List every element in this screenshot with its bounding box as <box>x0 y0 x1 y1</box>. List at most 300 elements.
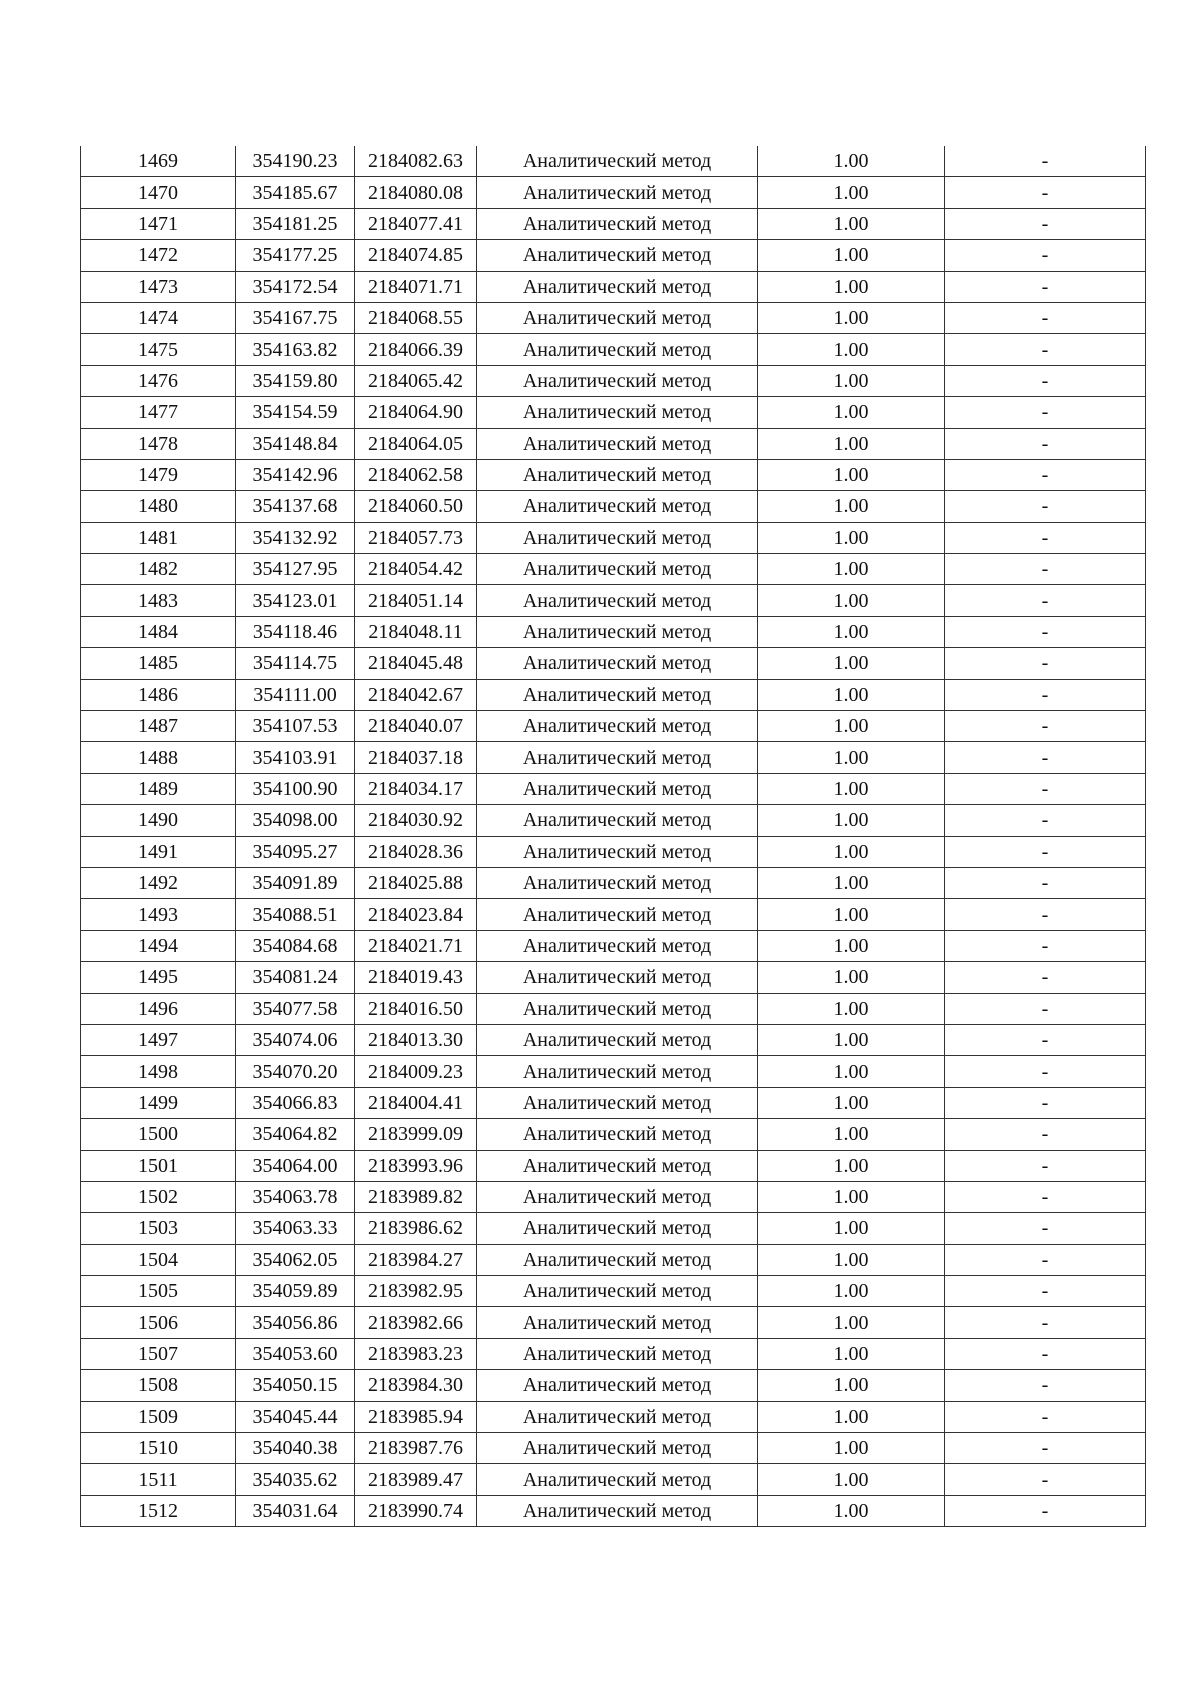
x-coordinate-cell: 354132.92 <box>236 522 355 553</box>
y-coordinate-cell: 2184019.43 <box>355 962 477 993</box>
description-cell: - <box>945 1087 1146 1118</box>
y-coordinate-cell: 2184064.90 <box>355 397 477 428</box>
method-cell: Аналитический метод <box>477 1495 758 1526</box>
description-cell: - <box>945 146 1146 177</box>
method-cell: Аналитический метод <box>477 616 758 647</box>
description-cell: - <box>945 585 1146 616</box>
x-coordinate-cell: 354142.96 <box>236 459 355 490</box>
table-row <box>81 1244 1146 1275</box>
y-coordinate-cell: 2183989.47 <box>355 1464 477 1495</box>
table-row <box>81 773 1146 804</box>
description-cell: - <box>945 1401 1146 1432</box>
x-coordinate-cell: 354081.24 <box>236 962 355 993</box>
x-coordinate-cell: 354100.90 <box>236 773 355 804</box>
coordinates-table-body <box>81 146 1146 1527</box>
table-row <box>81 1276 1146 1307</box>
point-number-cell: 1500 <box>81 1119 236 1150</box>
y-coordinate-cell: 2184074.85 <box>355 240 477 271</box>
point-number-cell: 1495 <box>81 962 236 993</box>
description-cell: - <box>945 1056 1146 1087</box>
description-cell: - <box>945 1150 1146 1181</box>
accuracy-cell: 1.00 <box>758 522 945 553</box>
y-coordinate-cell: 2184009.23 <box>355 1056 477 1087</box>
table-row <box>81 867 1146 898</box>
table-row <box>81 522 1146 553</box>
table-row <box>81 1370 1146 1401</box>
x-coordinate-cell: 354107.53 <box>236 711 355 742</box>
method-cell: Аналитический метод <box>477 1370 758 1401</box>
accuracy-cell: 1.00 <box>758 240 945 271</box>
y-coordinate-cell: 2183989.82 <box>355 1181 477 1212</box>
y-coordinate-cell: 2183999.09 <box>355 1119 477 1150</box>
method-cell: Аналитический метод <box>477 1119 758 1150</box>
table-row <box>81 1181 1146 1212</box>
description-cell: - <box>945 679 1146 710</box>
table-row <box>81 1087 1146 1118</box>
x-coordinate-cell: 354064.82 <box>236 1119 355 1150</box>
method-cell: Аналитический метод <box>477 334 758 365</box>
accuracy-cell: 1.00 <box>758 585 945 616</box>
accuracy-cell: 1.00 <box>758 177 945 208</box>
x-coordinate-cell: 354123.01 <box>236 585 355 616</box>
table-row <box>81 993 1146 1024</box>
x-coordinate-cell: 354077.58 <box>236 993 355 1024</box>
description-cell: - <box>945 365 1146 396</box>
point-number-cell: 1479 <box>81 459 236 490</box>
method-cell: Аналитический метод <box>477 1464 758 1495</box>
method-cell: Аналитический метод <box>477 208 758 239</box>
description-cell: - <box>945 271 1146 302</box>
x-coordinate-cell: 354127.95 <box>236 554 355 585</box>
y-coordinate-cell: 2184025.88 <box>355 867 477 898</box>
table-row <box>81 491 1146 522</box>
x-coordinate-cell: 354050.15 <box>236 1370 355 1401</box>
method-cell: Аналитический метод <box>477 993 758 1024</box>
point-number-cell: 1469 <box>81 146 236 177</box>
method-cell: Аналитический метод <box>477 1433 758 1464</box>
x-coordinate-cell: 354088.51 <box>236 899 355 930</box>
y-coordinate-cell: 2184060.50 <box>355 491 477 522</box>
point-number-cell: 1476 <box>81 365 236 396</box>
table-row <box>81 459 1146 490</box>
accuracy-cell: 1.00 <box>758 867 945 898</box>
point-number-cell: 1508 <box>81 1370 236 1401</box>
description-cell: - <box>945 648 1146 679</box>
y-coordinate-cell: 2184045.48 <box>355 648 477 679</box>
method-cell: Аналитический метод <box>477 930 758 961</box>
description-cell: - <box>945 208 1146 239</box>
table-row <box>81 397 1146 428</box>
table-row <box>81 1213 1146 1244</box>
x-coordinate-cell: 354091.89 <box>236 867 355 898</box>
accuracy-cell: 1.00 <box>758 1181 945 1212</box>
accuracy-cell: 1.00 <box>758 365 945 396</box>
y-coordinate-cell: 2183984.27 <box>355 1244 477 1275</box>
accuracy-cell: 1.00 <box>758 554 945 585</box>
x-coordinate-cell: 354053.60 <box>236 1338 355 1369</box>
point-number-cell: 1493 <box>81 899 236 930</box>
accuracy-cell: 1.00 <box>758 648 945 679</box>
y-coordinate-cell: 2184004.41 <box>355 1087 477 1118</box>
point-number-cell: 1494 <box>81 930 236 961</box>
y-coordinate-cell: 2184064.05 <box>355 428 477 459</box>
description-cell: - <box>945 711 1146 742</box>
y-coordinate-cell: 2183990.74 <box>355 1495 477 1526</box>
y-coordinate-cell: 2184062.58 <box>355 459 477 490</box>
description-cell: - <box>945 867 1146 898</box>
description-cell: - <box>945 1464 1146 1495</box>
point-number-cell: 1505 <box>81 1276 236 1307</box>
y-coordinate-cell: 2184048.11 <box>355 616 477 647</box>
point-number-cell: 1478 <box>81 428 236 459</box>
point-number-cell: 1509 <box>81 1401 236 1432</box>
point-number-cell: 1470 <box>81 177 236 208</box>
description-cell: - <box>945 1433 1146 1464</box>
table-row <box>81 302 1146 333</box>
method-cell: Аналитический метод <box>477 711 758 742</box>
accuracy-cell: 1.00 <box>758 491 945 522</box>
accuracy-cell: 1.00 <box>758 836 945 867</box>
description-cell: - <box>945 1181 1146 1212</box>
point-number-cell: 1507 <box>81 1338 236 1369</box>
description-cell: - <box>945 240 1146 271</box>
y-coordinate-cell: 2184068.55 <box>355 302 477 333</box>
table-row <box>81 962 1146 993</box>
x-coordinate-cell: 354098.00 <box>236 805 355 836</box>
accuracy-cell: 1.00 <box>758 1433 945 1464</box>
description-cell: - <box>945 1244 1146 1275</box>
table-row <box>81 1433 1146 1464</box>
y-coordinate-cell: 2183982.95 <box>355 1276 477 1307</box>
method-cell: Аналитический метод <box>477 1276 758 1307</box>
table-row <box>81 1464 1146 1495</box>
table-row <box>81 177 1146 208</box>
y-coordinate-cell: 2183993.96 <box>355 1150 477 1181</box>
table-row <box>81 1338 1146 1369</box>
accuracy-cell: 1.00 <box>758 1244 945 1275</box>
accuracy-cell: 1.00 <box>758 711 945 742</box>
x-coordinate-cell: 354040.38 <box>236 1433 355 1464</box>
table-row <box>81 208 1146 239</box>
x-coordinate-cell: 354114.75 <box>236 648 355 679</box>
description-cell: - <box>945 773 1146 804</box>
method-cell: Аналитический метод <box>477 1213 758 1244</box>
point-number-cell: 1481 <box>81 522 236 553</box>
accuracy-cell: 1.00 <box>758 805 945 836</box>
table-row <box>81 616 1146 647</box>
accuracy-cell: 1.00 <box>758 1150 945 1181</box>
accuracy-cell: 1.00 <box>758 1119 945 1150</box>
accuracy-cell: 1.00 <box>758 1087 945 1118</box>
table-row <box>81 930 1146 961</box>
method-cell: Аналитический метод <box>477 428 758 459</box>
description-cell: - <box>945 397 1146 428</box>
accuracy-cell: 1.00 <box>758 1056 945 1087</box>
method-cell: Аналитический метод <box>477 679 758 710</box>
y-coordinate-cell: 2183986.62 <box>355 1213 477 1244</box>
description-cell: - <box>945 459 1146 490</box>
point-number-cell: 1485 <box>81 648 236 679</box>
method-cell: Аналитический метод <box>477 1307 758 1338</box>
table-row <box>81 711 1146 742</box>
x-coordinate-cell: 354074.06 <box>236 1024 355 1055</box>
accuracy-cell: 1.00 <box>758 1495 945 1526</box>
point-number-cell: 1504 <box>81 1244 236 1275</box>
table-row <box>81 1024 1146 1055</box>
table-row <box>81 146 1146 177</box>
point-number-cell: 1503 <box>81 1213 236 1244</box>
table-row <box>81 679 1146 710</box>
accuracy-cell: 1.00 <box>758 1401 945 1432</box>
accuracy-cell: 1.00 <box>758 1276 945 1307</box>
description-cell: - <box>945 742 1146 773</box>
point-number-cell: 1473 <box>81 271 236 302</box>
accuracy-cell: 1.00 <box>758 208 945 239</box>
point-number-cell: 1492 <box>81 867 236 898</box>
x-coordinate-cell: 354064.00 <box>236 1150 355 1181</box>
description-cell: - <box>945 1213 1146 1244</box>
x-coordinate-cell: 354062.05 <box>236 1244 355 1275</box>
table-row <box>81 805 1146 836</box>
y-coordinate-cell: 2184021.71 <box>355 930 477 961</box>
accuracy-cell: 1.00 <box>758 1370 945 1401</box>
description-cell: - <box>945 334 1146 365</box>
x-coordinate-cell: 354063.78 <box>236 1181 355 1212</box>
table-row <box>81 648 1146 679</box>
point-number-cell: 1496 <box>81 993 236 1024</box>
description-cell: - <box>945 836 1146 867</box>
description-cell: - <box>945 993 1146 1024</box>
point-number-cell: 1499 <box>81 1087 236 1118</box>
point-number-cell: 1512 <box>81 1495 236 1526</box>
point-number-cell: 1477 <box>81 397 236 428</box>
y-coordinate-cell: 2184077.41 <box>355 208 477 239</box>
description-cell: - <box>945 1276 1146 1307</box>
y-coordinate-cell: 2184054.42 <box>355 554 477 585</box>
point-number-cell: 1489 <box>81 773 236 804</box>
x-coordinate-cell: 354154.59 <box>236 397 355 428</box>
accuracy-cell: 1.00 <box>758 962 945 993</box>
table-row <box>81 554 1146 585</box>
x-coordinate-cell: 354070.20 <box>236 1056 355 1087</box>
point-number-cell: 1498 <box>81 1056 236 1087</box>
accuracy-cell: 1.00 <box>758 397 945 428</box>
coordinates-table <box>80 146 1146 1527</box>
method-cell: Аналитический метод <box>477 397 758 428</box>
y-coordinate-cell: 2184080.08 <box>355 177 477 208</box>
accuracy-cell: 1.00 <box>758 1307 945 1338</box>
method-cell: Аналитический метод <box>477 773 758 804</box>
method-cell: Аналитический метод <box>477 1181 758 1212</box>
accuracy-cell: 1.00 <box>758 742 945 773</box>
method-cell: Аналитический метод <box>477 240 758 271</box>
point-number-cell: 1483 <box>81 585 236 616</box>
table-row <box>81 1495 1146 1526</box>
y-coordinate-cell: 2184030.92 <box>355 805 477 836</box>
x-coordinate-cell: 354172.54 <box>236 271 355 302</box>
x-coordinate-cell: 354167.75 <box>236 302 355 333</box>
method-cell: Аналитический метод <box>477 522 758 553</box>
table-row <box>81 365 1146 396</box>
x-coordinate-cell: 354148.84 <box>236 428 355 459</box>
x-coordinate-cell: 354181.25 <box>236 208 355 239</box>
point-number-cell: 1484 <box>81 616 236 647</box>
accuracy-cell: 1.00 <box>758 899 945 930</box>
point-number-cell: 1474 <box>81 302 236 333</box>
table-row <box>81 1056 1146 1087</box>
y-coordinate-cell: 2184057.73 <box>355 522 477 553</box>
point-number-cell: 1502 <box>81 1181 236 1212</box>
y-coordinate-cell: 2184016.50 <box>355 993 477 1024</box>
table-row <box>81 1401 1146 1432</box>
y-coordinate-cell: 2183982.66 <box>355 1307 477 1338</box>
table-row <box>81 240 1146 271</box>
point-number-cell: 1480 <box>81 491 236 522</box>
point-number-cell: 1511 <box>81 1464 236 1495</box>
point-number-cell: 1501 <box>81 1150 236 1181</box>
method-cell: Аналитический метод <box>477 1024 758 1055</box>
method-cell: Аналитический метод <box>477 554 758 585</box>
method-cell: Аналитический метод <box>477 365 758 396</box>
accuracy-cell: 1.00 <box>758 334 945 365</box>
description-cell: - <box>945 554 1146 585</box>
method-cell: Аналитический метод <box>477 1401 758 1432</box>
y-coordinate-cell: 2184037.18 <box>355 742 477 773</box>
accuracy-cell: 1.00 <box>758 773 945 804</box>
description-cell: - <box>945 302 1146 333</box>
point-number-cell: 1487 <box>81 711 236 742</box>
point-number-cell: 1486 <box>81 679 236 710</box>
table-row <box>81 899 1146 930</box>
method-cell: Аналитический метод <box>477 459 758 490</box>
method-cell: Аналитический метод <box>477 271 758 302</box>
description-cell: - <box>945 1495 1146 1526</box>
description-cell: - <box>945 616 1146 647</box>
y-coordinate-cell: 2184051.14 <box>355 585 477 616</box>
table-row <box>81 836 1146 867</box>
x-coordinate-cell: 354163.82 <box>236 334 355 365</box>
x-coordinate-cell: 354159.80 <box>236 365 355 396</box>
accuracy-cell: 1.00 <box>758 302 945 333</box>
x-coordinate-cell: 354185.67 <box>236 177 355 208</box>
x-coordinate-cell: 354103.91 <box>236 742 355 773</box>
x-coordinate-cell: 354045.44 <box>236 1401 355 1432</box>
x-coordinate-cell: 354035.62 <box>236 1464 355 1495</box>
y-coordinate-cell: 2184023.84 <box>355 899 477 930</box>
x-coordinate-cell: 354066.83 <box>236 1087 355 1118</box>
description-cell: - <box>945 930 1146 961</box>
table-row <box>81 1119 1146 1150</box>
y-coordinate-cell: 2183987.76 <box>355 1433 477 1464</box>
method-cell: Аналитический метод <box>477 867 758 898</box>
description-cell: - <box>945 1307 1146 1338</box>
accuracy-cell: 1.00 <box>758 1464 945 1495</box>
description-cell: - <box>945 1370 1146 1401</box>
accuracy-cell: 1.00 <box>758 428 945 459</box>
x-coordinate-cell: 354177.25 <box>236 240 355 271</box>
x-coordinate-cell: 354056.86 <box>236 1307 355 1338</box>
y-coordinate-cell: 2184040.07 <box>355 711 477 742</box>
accuracy-cell: 1.00 <box>758 993 945 1024</box>
table-row <box>81 334 1146 365</box>
accuracy-cell: 1.00 <box>758 459 945 490</box>
x-coordinate-cell: 354059.89 <box>236 1276 355 1307</box>
y-coordinate-cell: 2184066.39 <box>355 334 477 365</box>
table-row <box>81 1150 1146 1181</box>
point-number-cell: 1482 <box>81 554 236 585</box>
y-coordinate-cell: 2183985.94 <box>355 1401 477 1432</box>
description-cell: - <box>945 177 1146 208</box>
method-cell: Аналитический метод <box>477 1056 758 1087</box>
point-number-cell: 1510 <box>81 1433 236 1464</box>
accuracy-cell: 1.00 <box>758 616 945 647</box>
method-cell: Аналитический метод <box>477 836 758 867</box>
accuracy-cell: 1.00 <box>758 679 945 710</box>
point-number-cell: 1472 <box>81 240 236 271</box>
x-coordinate-cell: 354111.00 <box>236 679 355 710</box>
method-cell: Аналитический метод <box>477 1244 758 1275</box>
accuracy-cell: 1.00 <box>758 146 945 177</box>
description-cell: - <box>945 522 1146 553</box>
table-row <box>81 428 1146 459</box>
method-cell: Аналитический метод <box>477 491 758 522</box>
point-number-cell: 1488 <box>81 742 236 773</box>
table-row <box>81 585 1146 616</box>
x-coordinate-cell: 354031.64 <box>236 1495 355 1526</box>
description-cell: - <box>945 1119 1146 1150</box>
method-cell: Аналитический метод <box>477 1338 758 1369</box>
accuracy-cell: 1.00 <box>758 1213 945 1244</box>
accuracy-cell: 1.00 <box>758 1024 945 1055</box>
accuracy-cell: 1.00 <box>758 271 945 302</box>
x-coordinate-cell: 354095.27 <box>236 836 355 867</box>
method-cell: Аналитический метод <box>477 899 758 930</box>
y-coordinate-cell: 2184065.42 <box>355 365 477 396</box>
point-number-cell: 1497 <box>81 1024 236 1055</box>
accuracy-cell: 1.00 <box>758 1338 945 1369</box>
point-number-cell: 1471 <box>81 208 236 239</box>
description-cell: - <box>945 962 1146 993</box>
y-coordinate-cell: 2184013.30 <box>355 1024 477 1055</box>
accuracy-cell: 1.00 <box>758 930 945 961</box>
method-cell: Аналитический метод <box>477 742 758 773</box>
y-coordinate-cell: 2184071.71 <box>355 271 477 302</box>
method-cell: Аналитический метод <box>477 648 758 679</box>
method-cell: Аналитический метод <box>477 1087 758 1118</box>
y-coordinate-cell: 2183984.30 <box>355 1370 477 1401</box>
x-coordinate-cell: 354190.23 <box>236 146 355 177</box>
description-cell: - <box>945 428 1146 459</box>
table-row <box>81 271 1146 302</box>
method-cell: Аналитический метод <box>477 585 758 616</box>
x-coordinate-cell: 354118.46 <box>236 616 355 647</box>
y-coordinate-cell: 2184028.36 <box>355 836 477 867</box>
table-row <box>81 1307 1146 1338</box>
point-number-cell: 1506 <box>81 1307 236 1338</box>
description-cell: - <box>945 1338 1146 1369</box>
method-cell: Аналитический метод <box>477 1150 758 1181</box>
point-number-cell: 1491 <box>81 836 236 867</box>
x-coordinate-cell: 354137.68 <box>236 491 355 522</box>
y-coordinate-cell: 2183983.23 <box>355 1338 477 1369</box>
description-cell: - <box>945 805 1146 836</box>
method-cell: Аналитический метод <box>477 302 758 333</box>
method-cell: Аналитический метод <box>477 146 758 177</box>
point-number-cell: 1475 <box>81 334 236 365</box>
y-coordinate-cell: 2184082.63 <box>355 146 477 177</box>
method-cell: Аналитический метод <box>477 805 758 836</box>
method-cell: Аналитический метод <box>477 962 758 993</box>
